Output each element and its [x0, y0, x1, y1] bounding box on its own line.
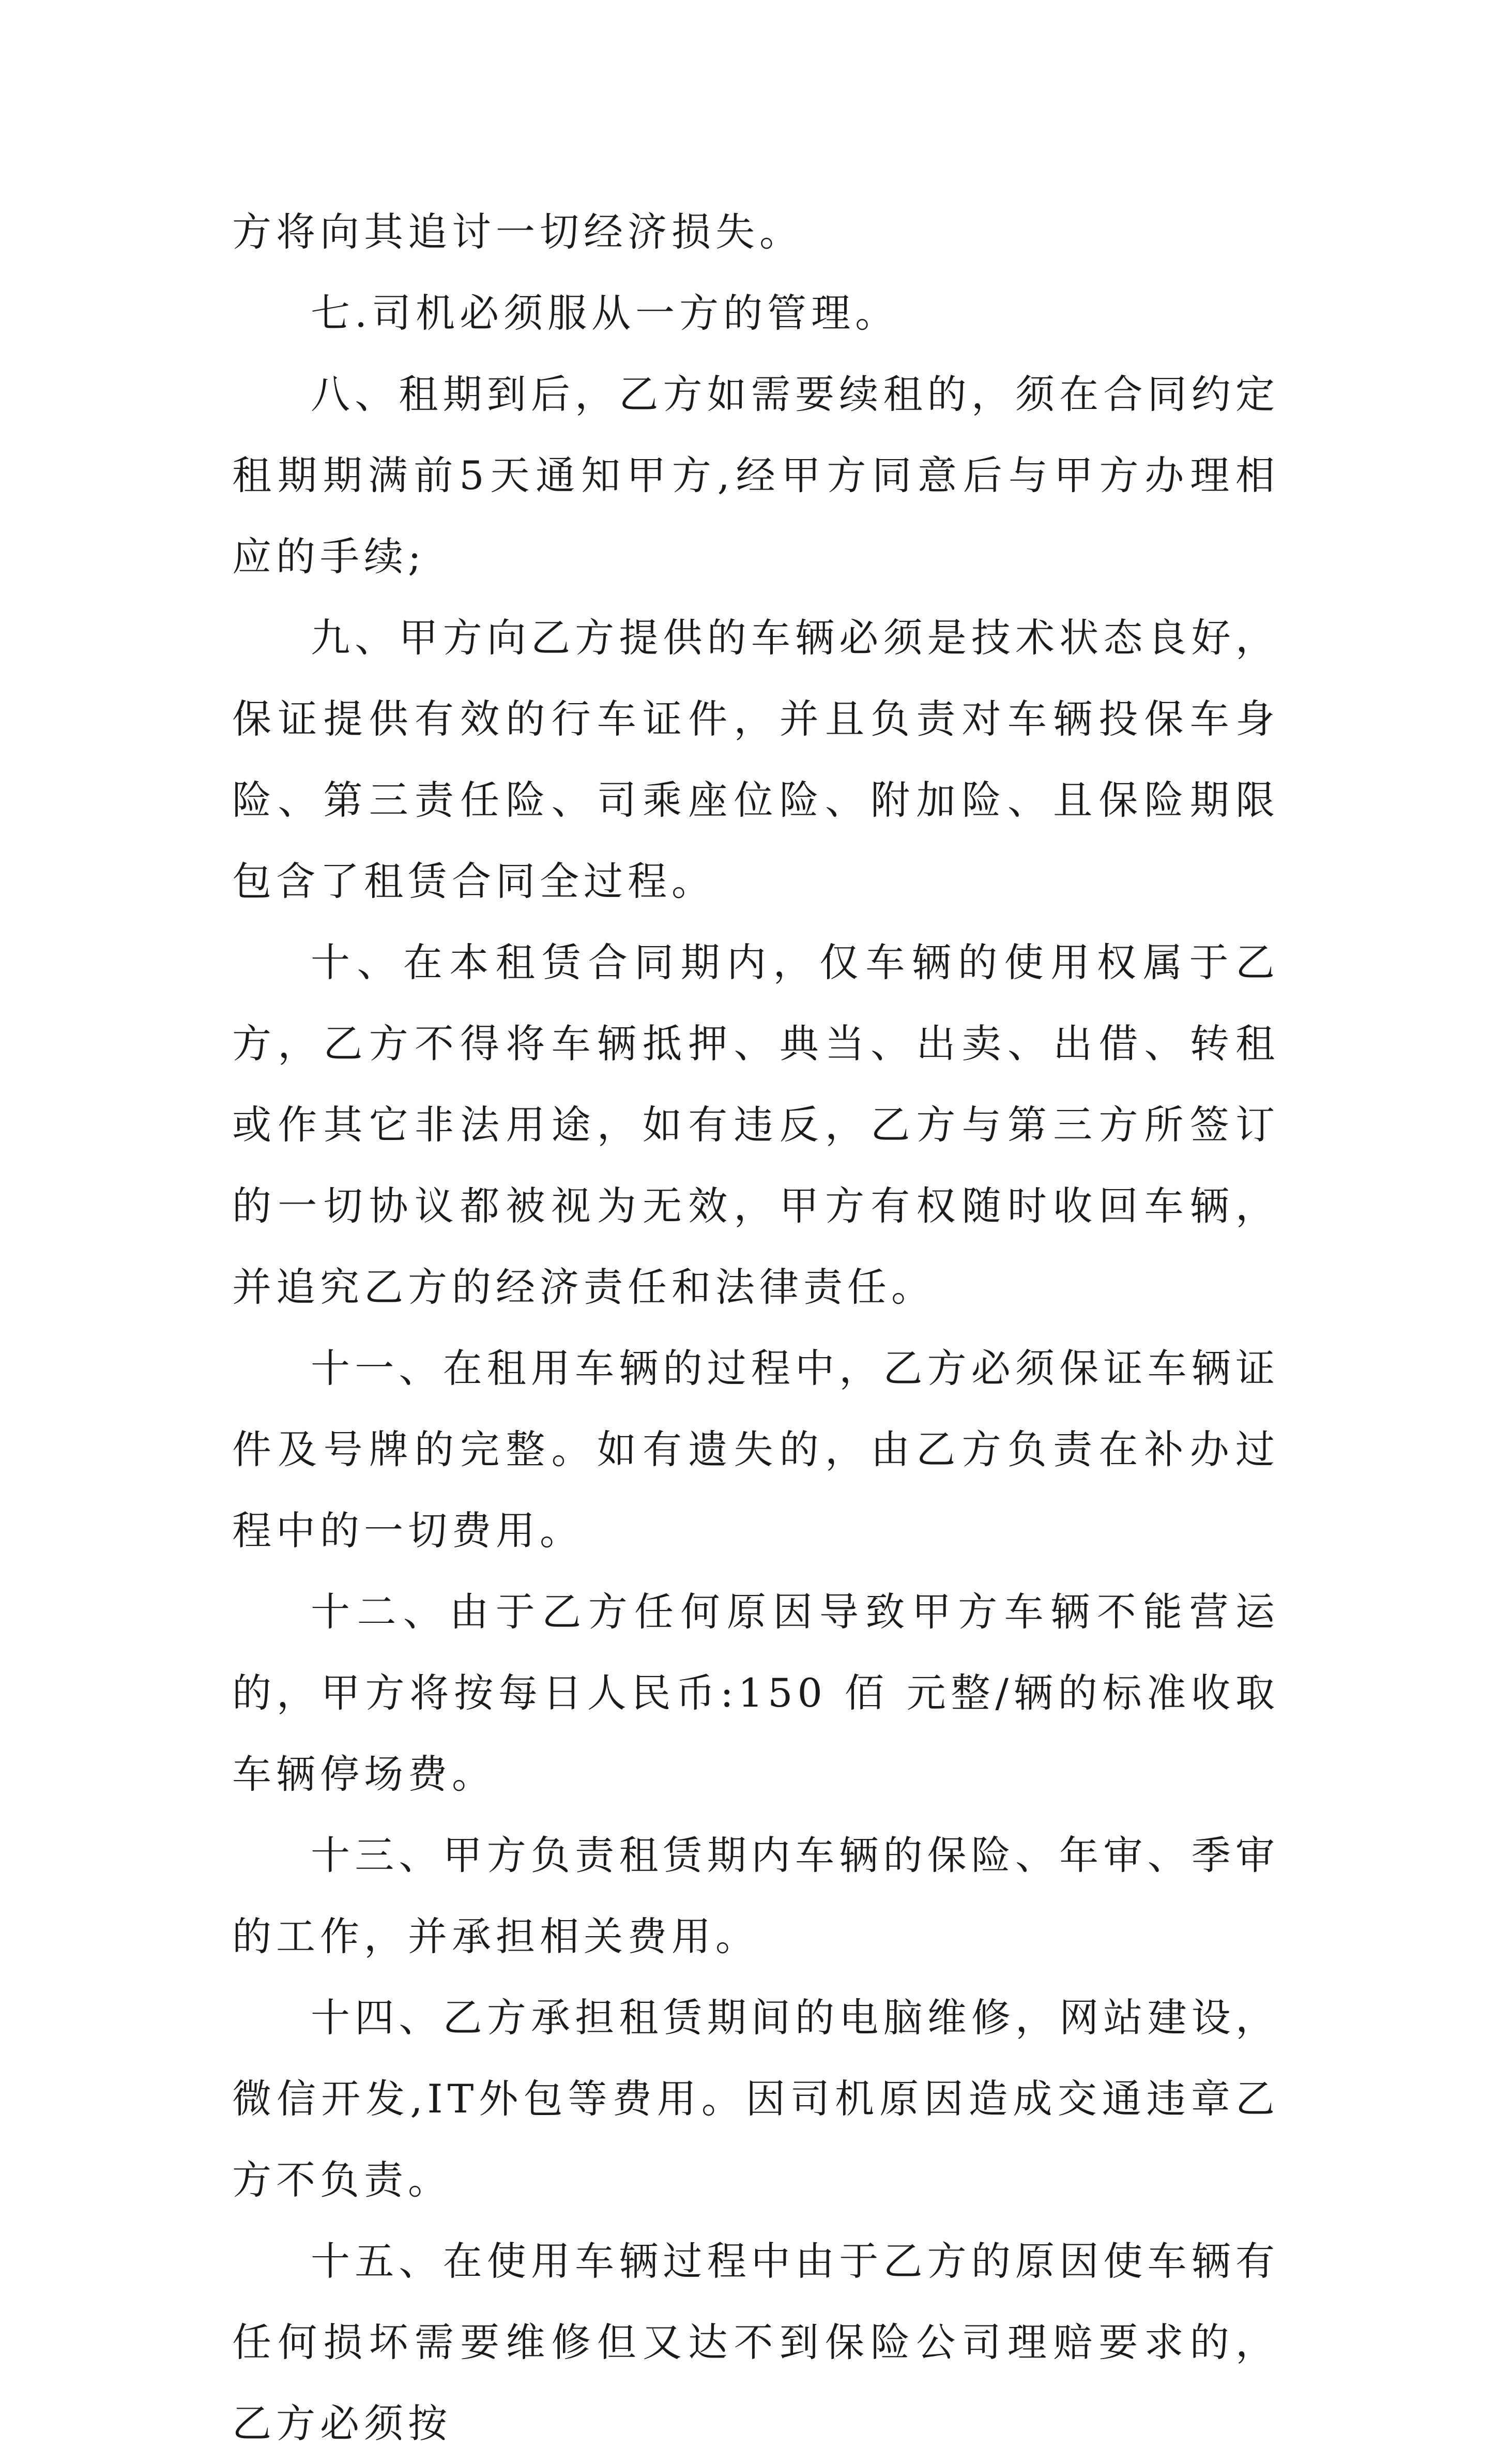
paragraph-clause-7: 七.司机必须服从一方的管理。 — [311, 290, 899, 336]
document-body — [232, 191, 1279, 2464]
paragraph-clause-9: 九、甲方向乙方提供的车辆必须是技术状态良好，保证提供有效的行车证件，并且负责对车辆投保车身险、第三责任险、司乘座位险、附加险、且保险期限包含了租赁合同全过程。 — [232, 615, 1279, 904]
paragraph-continuation: 方将向其追讨一切经济损失。 — [232, 209, 803, 255]
paragraph-clause-15: 十五、在使用车辆过程中由于乙方的原因使车辆有任何损坏需要维修但又达不到保险公司理赔要求的，乙方必须按 — [232, 2238, 1279, 2446]
paragraph-clause-10: 十、在本租赁合同期内，仅车辆的使用权属于乙方，乙方不得将车辆抵押、典当、出卖、出借、转租或作其它非法用途，如有违反，乙方与第三方所签订的一切协议都被视为无效，甲方有权随时收回车辆，并追究乙方的经济责任和法律责任。 — [232, 939, 1279, 1310]
paragraph-clause-14: 十四、乙方承担租赁期间的电脑维修，网站建设，微信开发,IT外包等费用。因司机原因造成交通违章乙方不负责。 — [232, 1995, 1279, 2203]
paragraph-clause-12: 十二、由于乙方任何原因导致甲方车辆不能营运的，甲方将按每日人民币:150 佰 元整/辆的标准收取车辆停场费。 — [232, 1589, 1279, 1797]
paragraph-clause-13: 十三、甲方负责租赁期内车辆的保险、年审、季审的工作，并承担相关费用。 — [232, 1832, 1279, 1959]
paragraph-clause-11: 十一、在租用车辆的过程中，乙方必须保证车辆证件及号牌的完整。如有遗失的，由乙方负责在补办过程中的一切费用。 — [232, 1345, 1279, 1554]
paragraph-clause-8: 八、租期到后，乙方如需要续租的，须在合同约定租期期满前5天通知甲方,经甲方同意后与甲方办理相应的手续; — [232, 371, 1279, 580]
